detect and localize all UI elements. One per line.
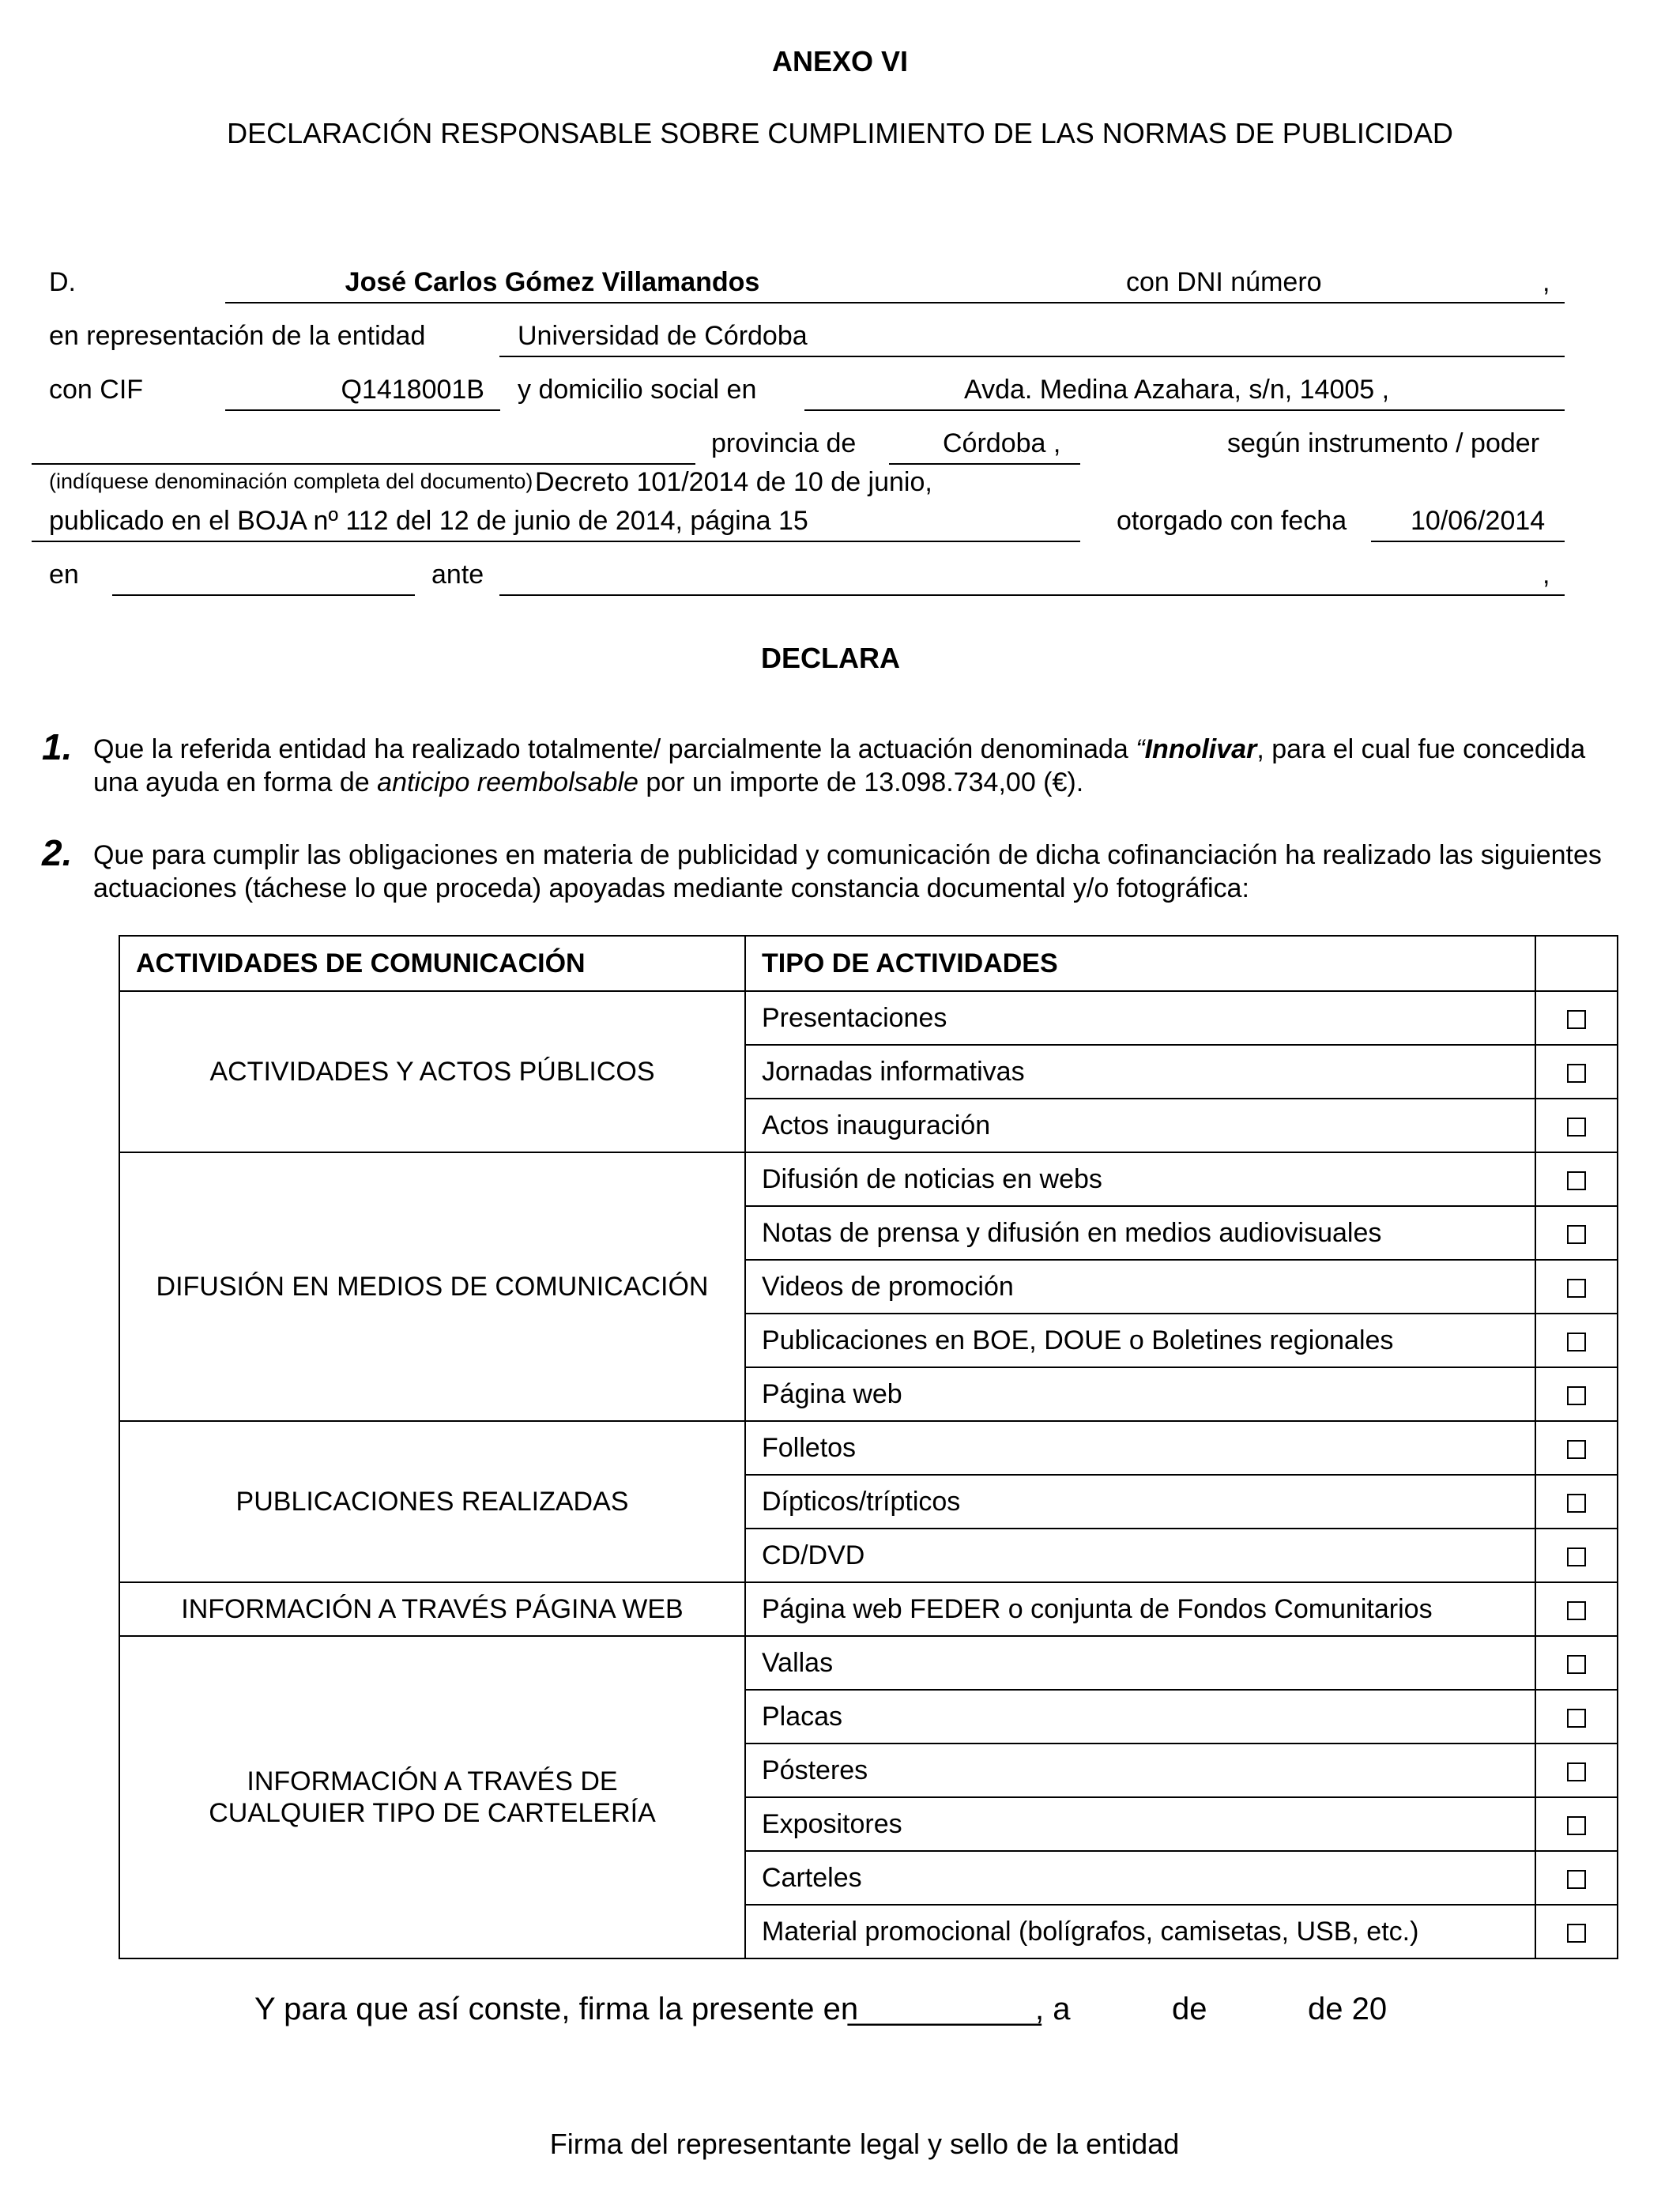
checkbox-icon[interactable]	[1567, 1064, 1586, 1083]
table-row	[119, 1421, 1618, 1475]
checkbox-icon[interactable]	[1567, 1924, 1586, 1943]
date-a-label: , a	[1035, 1992, 1071, 2026]
column-header-check	[1535, 936, 1618, 991]
checkbox-cell[interactable]	[1535, 1421, 1618, 1475]
activity-type: Carteles	[745, 1851, 1535, 1905]
document-underline	[32, 541, 1080, 542]
group-cell-web: INFORMACIÓN A TRAVÉS PÁGINA WEB	[119, 1582, 745, 1636]
table-row	[119, 1636, 1618, 1690]
entity-field[interactable]: Universidad de Córdoba	[518, 321, 808, 351]
cif-underline	[225, 409, 500, 411]
checkbox-icon[interactable]	[1567, 1762, 1586, 1781]
item-1-number: 1.	[42, 726, 73, 767]
provincia-field[interactable]: Córdoba ,	[943, 428, 1061, 458]
activity-type: Dípticos/trípticos	[745, 1475, 1535, 1529]
checkbox-icon[interactable]	[1567, 1440, 1586, 1459]
checkbox-icon[interactable]	[1567, 1386, 1586, 1405]
checkbox-icon[interactable]	[1567, 1118, 1586, 1137]
document-hint: (indíquese denominación completa del documento)	[49, 469, 533, 493]
cif-field[interactable]: Q1418001B	[341, 375, 484, 405]
checkbox-icon[interactable]	[1567, 1279, 1586, 1298]
activity-type: Pósteres	[745, 1744, 1535, 1797]
table-header-row	[119, 936, 1618, 991]
document-line-2[interactable]: publicado en el BOJA nº 112 del 12 de junio de 2014, página 15	[49, 506, 808, 536]
table-row	[119, 1152, 1618, 1206]
checkbox-icon[interactable]	[1567, 1333, 1586, 1351]
place-field[interactable]: ___________	[848, 1992, 1042, 2026]
activity-type: Página web FEDER o conjunta de Fondos Comunitarios	[745, 1582, 1535, 1636]
checkbox-cell[interactable]	[1535, 1636, 1618, 1690]
table-row	[119, 991, 1618, 1045]
name-field[interactable]: José Carlos Gómez Villamandos	[345, 267, 760, 297]
checkbox-cell[interactable]	[1535, 1152, 1618, 1206]
fecha-underline	[1371, 541, 1565, 542]
date-year-label: de 20	[1308, 1992, 1388, 2026]
checkbox-cell[interactable]	[1535, 991, 1618, 1045]
document-title: DECLARACIÓN RESPONSABLE SOBRE CUMPLIMIENTO DE LAS NORMAS DE PUBLICIDAD	[227, 117, 1453, 149]
activity-type: Folletos	[745, 1421, 1535, 1475]
activities-table	[119, 935, 1618, 1959]
checkbox-cell[interactable]	[1535, 1905, 1618, 1958]
en-underline	[112, 594, 415, 596]
fecha-field[interactable]: 10/06/2014	[1411, 506, 1546, 536]
dni-label: con DNI número	[1126, 267, 1322, 297]
ante-field[interactable]: ,	[1543, 560, 1550, 590]
activity-type: Jornadas informativas	[745, 1045, 1535, 1099]
entity-underline	[499, 356, 1565, 357]
activity-type: Material promocional (bolígrafos, camisetas, USB, etc.)	[745, 1905, 1535, 1958]
activity-type: Página web	[745, 1367, 1535, 1421]
column-header-activities: ACTIVIDADES DE COMUNICACIÓN	[119, 936, 745, 991]
checkbox-icon[interactable]	[1567, 1601, 1586, 1620]
activity-type: Vallas	[745, 1636, 1535, 1690]
dni-field[interactable]: ,	[1543, 267, 1550, 297]
checkbox-cell[interactable]	[1535, 1099, 1618, 1152]
provincia-underline	[889, 463, 1080, 465]
address-continuation-underline	[32, 463, 695, 465]
activity-type: Difusión de noticias en webs	[745, 1152, 1535, 1206]
checkbox-cell[interactable]	[1535, 1582, 1618, 1636]
fecha-label: otorgado con fecha	[1117, 506, 1347, 536]
checkbox-icon[interactable]	[1567, 1816, 1586, 1835]
activity-type: Expositores	[745, 1797, 1535, 1851]
checkbox-cell[interactable]	[1535, 1045, 1618, 1099]
group-cell-media: DIFUSIÓN EN MEDIOS DE COMUNICACIÓN	[119, 1152, 745, 1421]
checkbox-cell[interactable]	[1535, 1206, 1618, 1260]
item-1-line-2: una ayuda en forma de anticipo reembolsable por un importe de 13.098.734,00 (€).	[93, 767, 1084, 797]
ante-underline	[499, 594, 1565, 596]
group-cell-publications: PUBLICACIONES REALIZADAS	[119, 1421, 745, 1582]
checkbox-icon[interactable]	[1567, 1225, 1586, 1244]
checkbox-icon[interactable]	[1567, 1171, 1586, 1190]
checkbox-cell[interactable]	[1535, 1744, 1618, 1797]
d-label: D.	[49, 267, 76, 297]
activity-type: CD/DVD	[745, 1529, 1535, 1582]
checkbox-icon[interactable]	[1567, 1655, 1586, 1674]
domicilio-underline	[804, 409, 1565, 411]
cif-label: con CIF	[49, 375, 144, 405]
activity-type: Presentaciones	[745, 991, 1535, 1045]
checkbox-cell[interactable]	[1535, 1529, 1618, 1582]
activity-type: Placas	[745, 1690, 1535, 1744]
checkbox-cell[interactable]	[1535, 1314, 1618, 1367]
domicilio-field[interactable]: Avda. Medina Azahara, s/n, 14005 ,	[964, 375, 1390, 405]
checkbox-cell[interactable]	[1535, 1797, 1618, 1851]
signature-caption: Firma del representante legal y sello de la entidad	[549, 2128, 1180, 2160]
closing-text: Y para que así conste, firma la presente en	[254, 1992, 859, 2026]
checkbox-cell[interactable]	[1535, 1260, 1618, 1314]
instrumento-label: según instrumento / poder	[1227, 428, 1540, 458]
checkbox-cell[interactable]	[1535, 1475, 1618, 1529]
activity-type: Videos de promoción	[745, 1260, 1535, 1314]
column-header-types: TIPO DE ACTIVIDADES	[745, 936, 1535, 991]
document-line-1[interactable]: Decreto 101/2014 de 10 de junio,	[535, 467, 932, 497]
checkbox-icon[interactable]	[1567, 1494, 1586, 1513]
activity-type: Notas de prensa y difusión en medios audiovisuales	[745, 1206, 1535, 1260]
item-2-line-2: actuaciones (táchese lo que proceda) apoyadas mediante constancia documental y/o fotográfica:	[93, 873, 1249, 903]
table-row	[119, 1582, 1618, 1636]
provincia-label: provincia de	[711, 428, 857, 458]
item-2-line-1: Que para cumplir las obligaciones en materia de publicidad y comunicación de dicha cofinanciación ha realizado las siguientes	[93, 840, 1602, 870]
declara-heading: DECLARA	[761, 642, 900, 674]
ante-label: ante	[431, 560, 484, 590]
activity-type: Publicaciones en BOE, DOUE o Boletines regionales	[745, 1314, 1535, 1367]
checkbox-icon[interactable]	[1567, 1709, 1586, 1728]
checkbox-cell[interactable]	[1535, 1851, 1618, 1905]
checkbox-icon[interactable]	[1567, 1870, 1586, 1889]
checkbox-cell[interactable]	[1535, 1367, 1618, 1421]
checkbox-icon[interactable]	[1567, 1010, 1586, 1029]
date-de-label: de	[1172, 1992, 1207, 2026]
annex-title: ANEXO VI	[771, 45, 909, 77]
group-cell-signage: INFORMACIÓN A TRAVÉS DE CUALQUIER TIPO DE CARTELERÍA	[119, 1636, 745, 1958]
activity-type: Actos inauguración	[745, 1099, 1535, 1152]
name-underline	[225, 302, 1565, 303]
checkbox-icon[interactable]	[1567, 1547, 1586, 1566]
en-label: en	[49, 560, 79, 590]
item-2-number: 2.	[42, 832, 73, 873]
group-cell-public-acts: ACTIVIDADES Y ACTOS PÚBLICOS	[119, 991, 745, 1152]
item-1-line-1: Que la referida entidad ha realizado totalmente/ parcialmente la actuación denominada “Innolivar, para el cual fue concedida	[93, 734, 1586, 764]
domicilio-label: y domicilio social en	[518, 375, 757, 405]
entity-label: en representación de la entidad	[49, 321, 426, 351]
checkbox-cell[interactable]	[1535, 1690, 1618, 1744]
